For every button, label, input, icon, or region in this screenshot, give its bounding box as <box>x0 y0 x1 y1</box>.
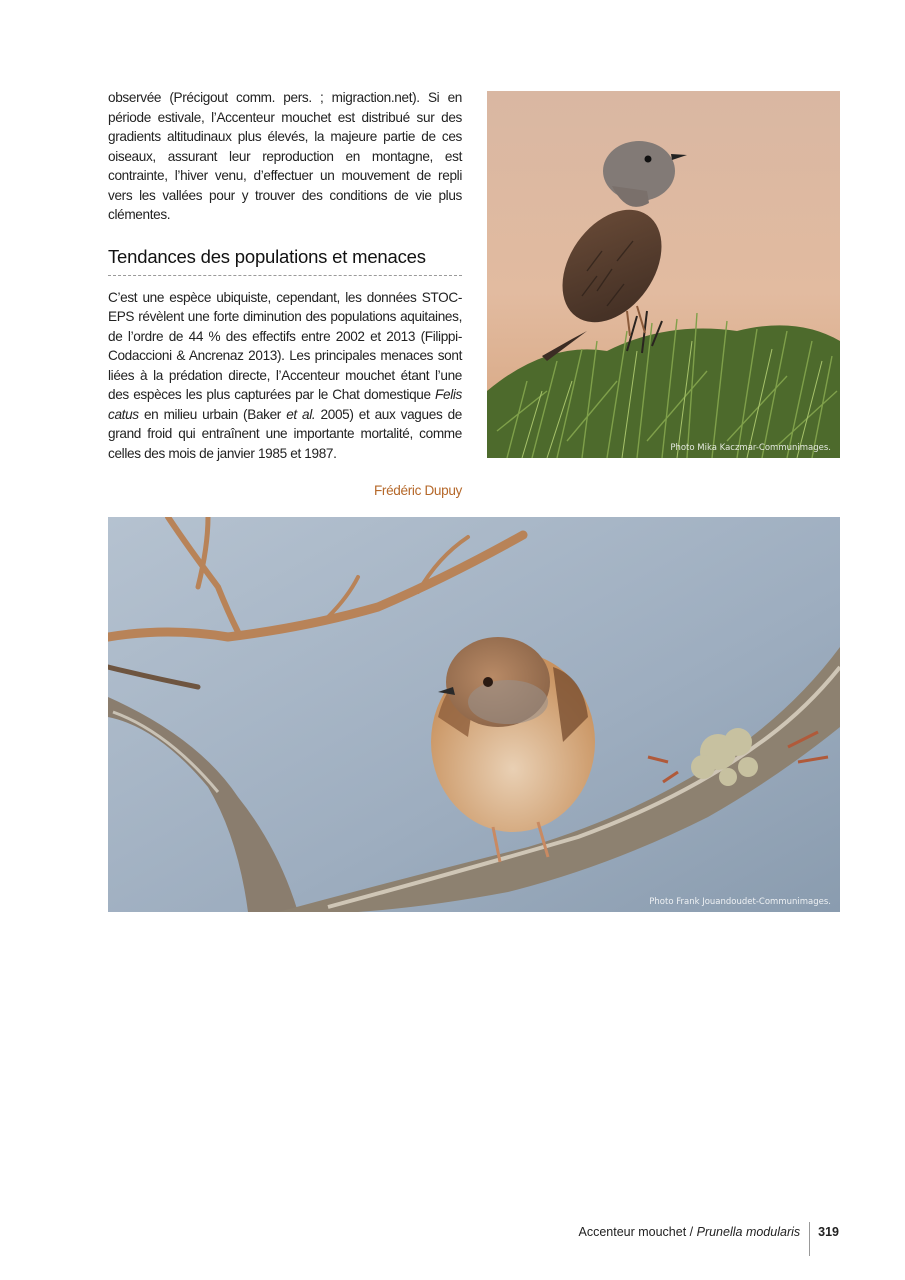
page-number: 319 <box>818 1225 839 1239</box>
paragraph-text-2: en milieu urbain (Baker <box>138 406 287 422</box>
et-al: et al. <box>286 406 316 422</box>
photo-credit-bottom: Photo Frank Jouandoudet-Communimages. <box>649 897 831 907</box>
common-name: Accenteur mouchet <box>578 1225 687 1239</box>
name-separator: / <box>686 1225 697 1239</box>
paragraph-text-3: 2005) et aux vagues de grand froid qui entraînent une importante mortalité, comme celles des mois de janvier 1985 et 1987. <box>108 406 463 461</box>
dunnock-heather-image <box>487 91 840 458</box>
page-footer <box>578 1222 839 1256</box>
section-heading: Tendances des populations et menaces <box>108 245 462 276</box>
photo-dunnock-branch <box>108 517 840 912</box>
species-name: Felis catus <box>108 387 462 422</box>
latin-name: Prunella modularis <box>696 1225 801 1239</box>
intro-paragraph: observée (Précigout comm. pers. ; migraction.net). Si en période estivale, l’Accenteur mouchet est distribué sur des gradients altitudinaux plus élevés, la majeure partie de ces oiseaux, assurant leur reproduction en montagne, est contrainte, l’hiver venu, d’effectuer un mouvement de repli vers les vallées pour y trouver des conditions de vie plus clémentes. <box>108 90 462 222</box>
dunnock-branch-image <box>108 517 840 912</box>
text-column <box>108 88 462 501</box>
paragraph-text-1: C’est une espèce ubiquiste, cependant, les données STOC-EPS révèlent une forte diminution des populations aquitaines, de l’ordre de 44 % des effectifs entre 2002 et 2013 (Filippi-Codaccioni & Ancrenaz 2013). Les principales menaces sont liées à la prédation directe, l’Accenteur mouchet étant l’une des espèces les plus capturées par le Chat domestique <box>108 289 462 402</box>
photo-dunnock-heather <box>487 91 840 458</box>
section-paragraph <box>108 288 462 464</box>
author-name: Frédéric Dupuy <box>373 483 462 498</box>
running-title <box>578 1222 809 1239</box>
photo-credit-top: Photo Mika Kaczmar-Communimages. <box>670 443 831 453</box>
